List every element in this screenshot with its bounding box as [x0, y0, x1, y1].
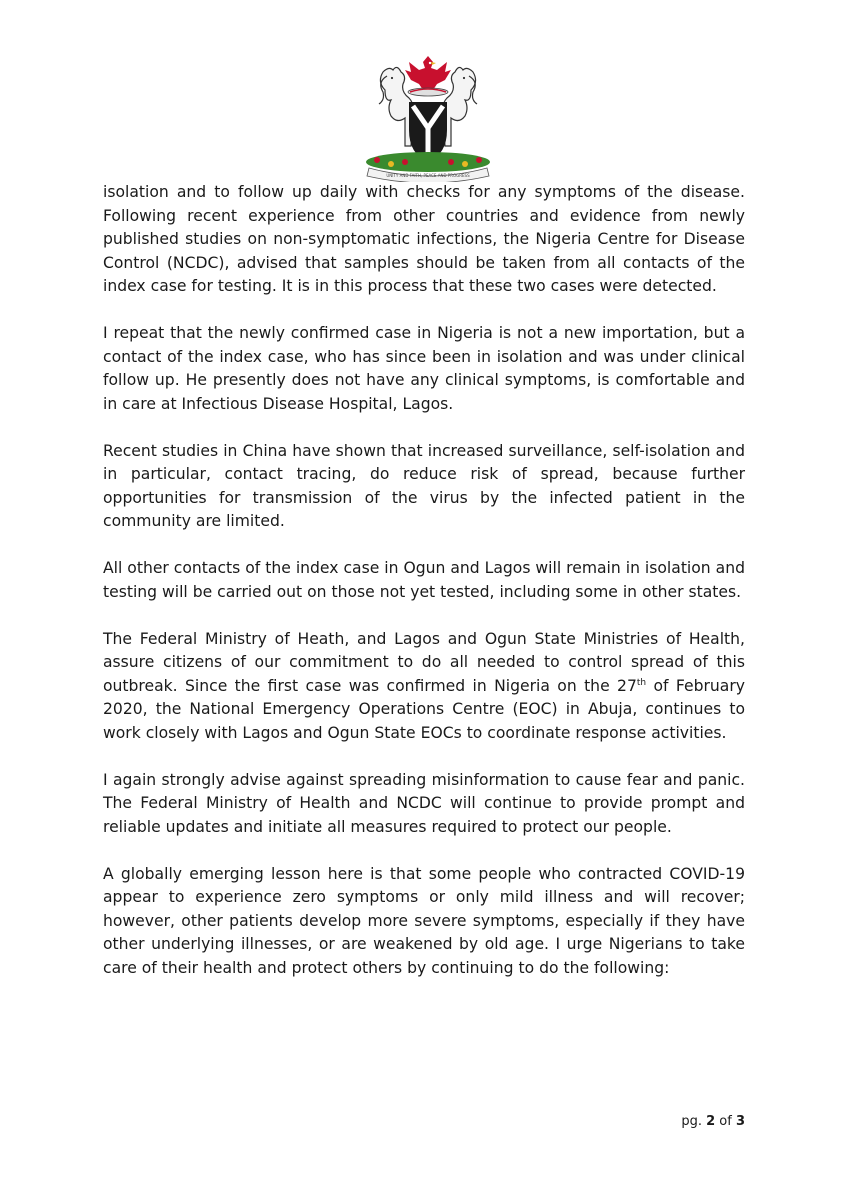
- paragraph-5-text-before: The Federal Ministry of Heath, and Lagos and Ogun State Ministries of Health, assure citizens of our commitment to do all needed to control spread of this outbreak. Since the first case was confirmed in Nigeria on the 27: [103, 629, 745, 695]
- page-number: [681, 1114, 745, 1130]
- left-horse-icon: [379, 67, 414, 146]
- right-horse-icon: [443, 67, 478, 146]
- paragraph-ministries-commitment: [103, 628, 745, 746]
- paragraph-misinformation: I again strongly advise against spreading misinformation to cause fear and panic. The Federal Ministry of Health and NCDC will continue to provide prompt and reliable updates and initiate all measures required to protect our people.: [103, 770, 745, 836]
- page-number-prefix: pg.: [681, 1114, 702, 1129]
- page-number-separator: of: [719, 1114, 732, 1129]
- ordinal-suffix: th: [636, 677, 647, 688]
- paragraph-global-lesson: A globally emerging lesson here is that some people who contracted COVID-19 appear to experience zero symptoms or only mild illness and will recover; however, other patients develop more severe symptoms, especially if they have other underlying illnesses, or are weakened by old age. I urge Nigerians to take care of their health and protect others by continuing to do the following:: [103, 864, 745, 977]
- paragraph-new-case-not-importation: I repeat that the newly confirmed case in Nigeria is not a new importation, but a contact of the index case, who has since been in isolation and was under clinical follow up. He presently does not have any clinical symptoms, is comfortable and in care at Infectious Disease Hospital, Lagos.: [103, 324, 745, 413]
- paragraph-studies-in-china: Recent studies in China have shown that increased surveillance, self-isolation and in particular, contact tracing, do reduce risk of spread, because further opportunities for transmission of the virus by the infected patient in the community are limited.: [103, 441, 745, 530]
- ground-flowers-icon: [366, 152, 490, 172]
- motto-text: UNITY AND FAITH, PEACE AND PROGRESS: [386, 173, 470, 178]
- page-number-current: 2: [706, 1114, 716, 1129]
- paragraph-isolation-follow-up: isolation and to follow up daily with checks for any symptoms of the disease. Following recent experience from other countries and evidence from newly published studies on non-symptomatic infections, the Nigeria Centre for Disease Control (NCDC), advised that samples should be taken from all contacts of the index case for testing. It is in this process that these two cases were detected.: [103, 183, 745, 295]
- coat-of-arms-icon: [347, 50, 509, 182]
- paragraph-other-contacts: All other contacts of the index case in Ogun and Lagos will remain in isolation and testing will be carried out on those not yet tested, including some in other states.: [103, 559, 745, 601]
- eagle-icon: [405, 56, 451, 90]
- wreath-icon: [408, 88, 448, 96]
- page-number-total: 3: [735, 1114, 745, 1129]
- letter-body: [103, 181, 745, 980]
- paragraph-5-text-after: of February 2020, the National Emergency Operations Centre (EOC) in Abuja, continues to work closely with Lagos and Ogun State EOCs to coordinate response activities.: [103, 676, 746, 742]
